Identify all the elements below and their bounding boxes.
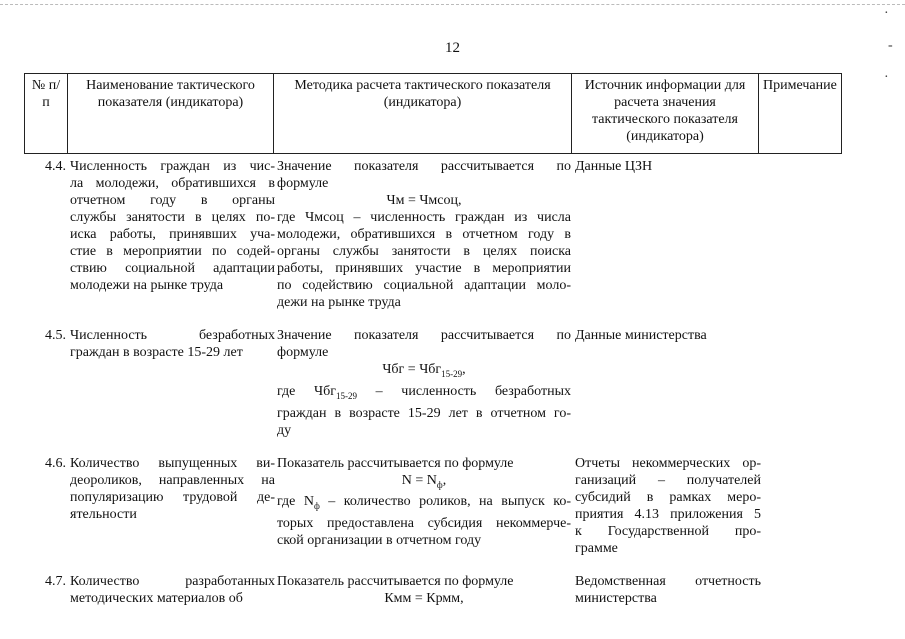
row-source: Отчеты некоммерческих ор- ганизаций – получателей субсидий в рамках меро- приятия 4.13 приложения 5 к Государственной про- грамме: [575, 455, 761, 556]
row-method: Значение показателя рассчитывается по формуле Чм = Чмсоц, где Чмсоц – численность граждан из числа молодежи, обратившихся в отчетном году в органы службы занятости в целях поиска работы, принявших участие в мероприятии по содействию социальной адаптации моло- дежи на рынке труда: [277, 159, 571, 310]
row-method: Показатель рассчитывается по формуле Кмм = Крмм,: [277, 573, 571, 607]
row-method: Значение показателя рассчитывается по формуле Чбг = Чбг$_{15-29}$, где Чбг$_{15-29}$ – численность безработных граждан в возрасте 15-29 лет в отчетном го- ду: [277, 328, 571, 438]
table-body: [24, 158, 761, 623]
row-num: 4.6.: [45, 455, 66, 471]
row-method: Показатель рассчитывается по формуле $N = N_ф$, где $N_ф$ – количество роликов, на выпуск ко- торых предоставлена субсидия некоммерче- ской организации в отчетном году: [277, 455, 571, 549]
header-name: Наименование тактического показателя (индикатора): [68, 74, 274, 154]
row-name: Численность безработных граждан в возрасте 15-29 лет: [70, 328, 275, 360]
formula: $N = N_ф$,: [401, 472, 447, 490]
table-row: [24, 455, 761, 557]
table-header: [24, 73, 842, 154]
header-note: Примечание: [759, 74, 842, 154]
row-name: Количество разработанных методических материалов об: [70, 573, 275, 606]
row-num: 4.4.: [45, 159, 66, 174]
page-number: 12: [445, 40, 460, 56]
row-name: Численность граждан из чис- ла молодежи, обратившихся в отчетном году в органы службы занятости в целях по- иска работы, принявших уча- стие в мероприятии по содей- ствию социальной адаптации молодежи на рынке труда: [70, 159, 275, 293]
scan-mark: -: [888, 38, 893, 53]
row-source: Данные ЦЗН: [575, 159, 653, 174]
row-num: 4.7.: [45, 573, 66, 589]
formula: Кмм = Крмм,: [384, 590, 464, 606]
header-method: Методика расчета тактического показателя (индикатора): [274, 74, 572, 154]
page-top-rule: [0, 4, 905, 5]
header-source: Источник информации для расчета значения тактического показателя (индикатора): [572, 74, 759, 154]
scan-mark: ·: [884, 70, 889, 85]
table-row: [24, 158, 761, 311]
formula: Чбг = Чбг$_{15-29}$,: [382, 362, 466, 379]
header-num: № п/п: [25, 74, 68, 154]
formula: Чм = Чмсоц,: [386, 193, 462, 208]
row-source: Данные министерства: [575, 328, 707, 343]
table-row: [24, 573, 761, 607]
scan-mark: ·: [884, 6, 889, 21]
row-num: 4.5.: [45, 328, 66, 343]
row-source: Ведомственная отчетность министерства: [575, 573, 761, 606]
table-row: [24, 327, 761, 439]
row-name: Количество выпущенных ви- деороликов, направленных на популяризацию трудовой де- ятельности: [70, 455, 275, 522]
